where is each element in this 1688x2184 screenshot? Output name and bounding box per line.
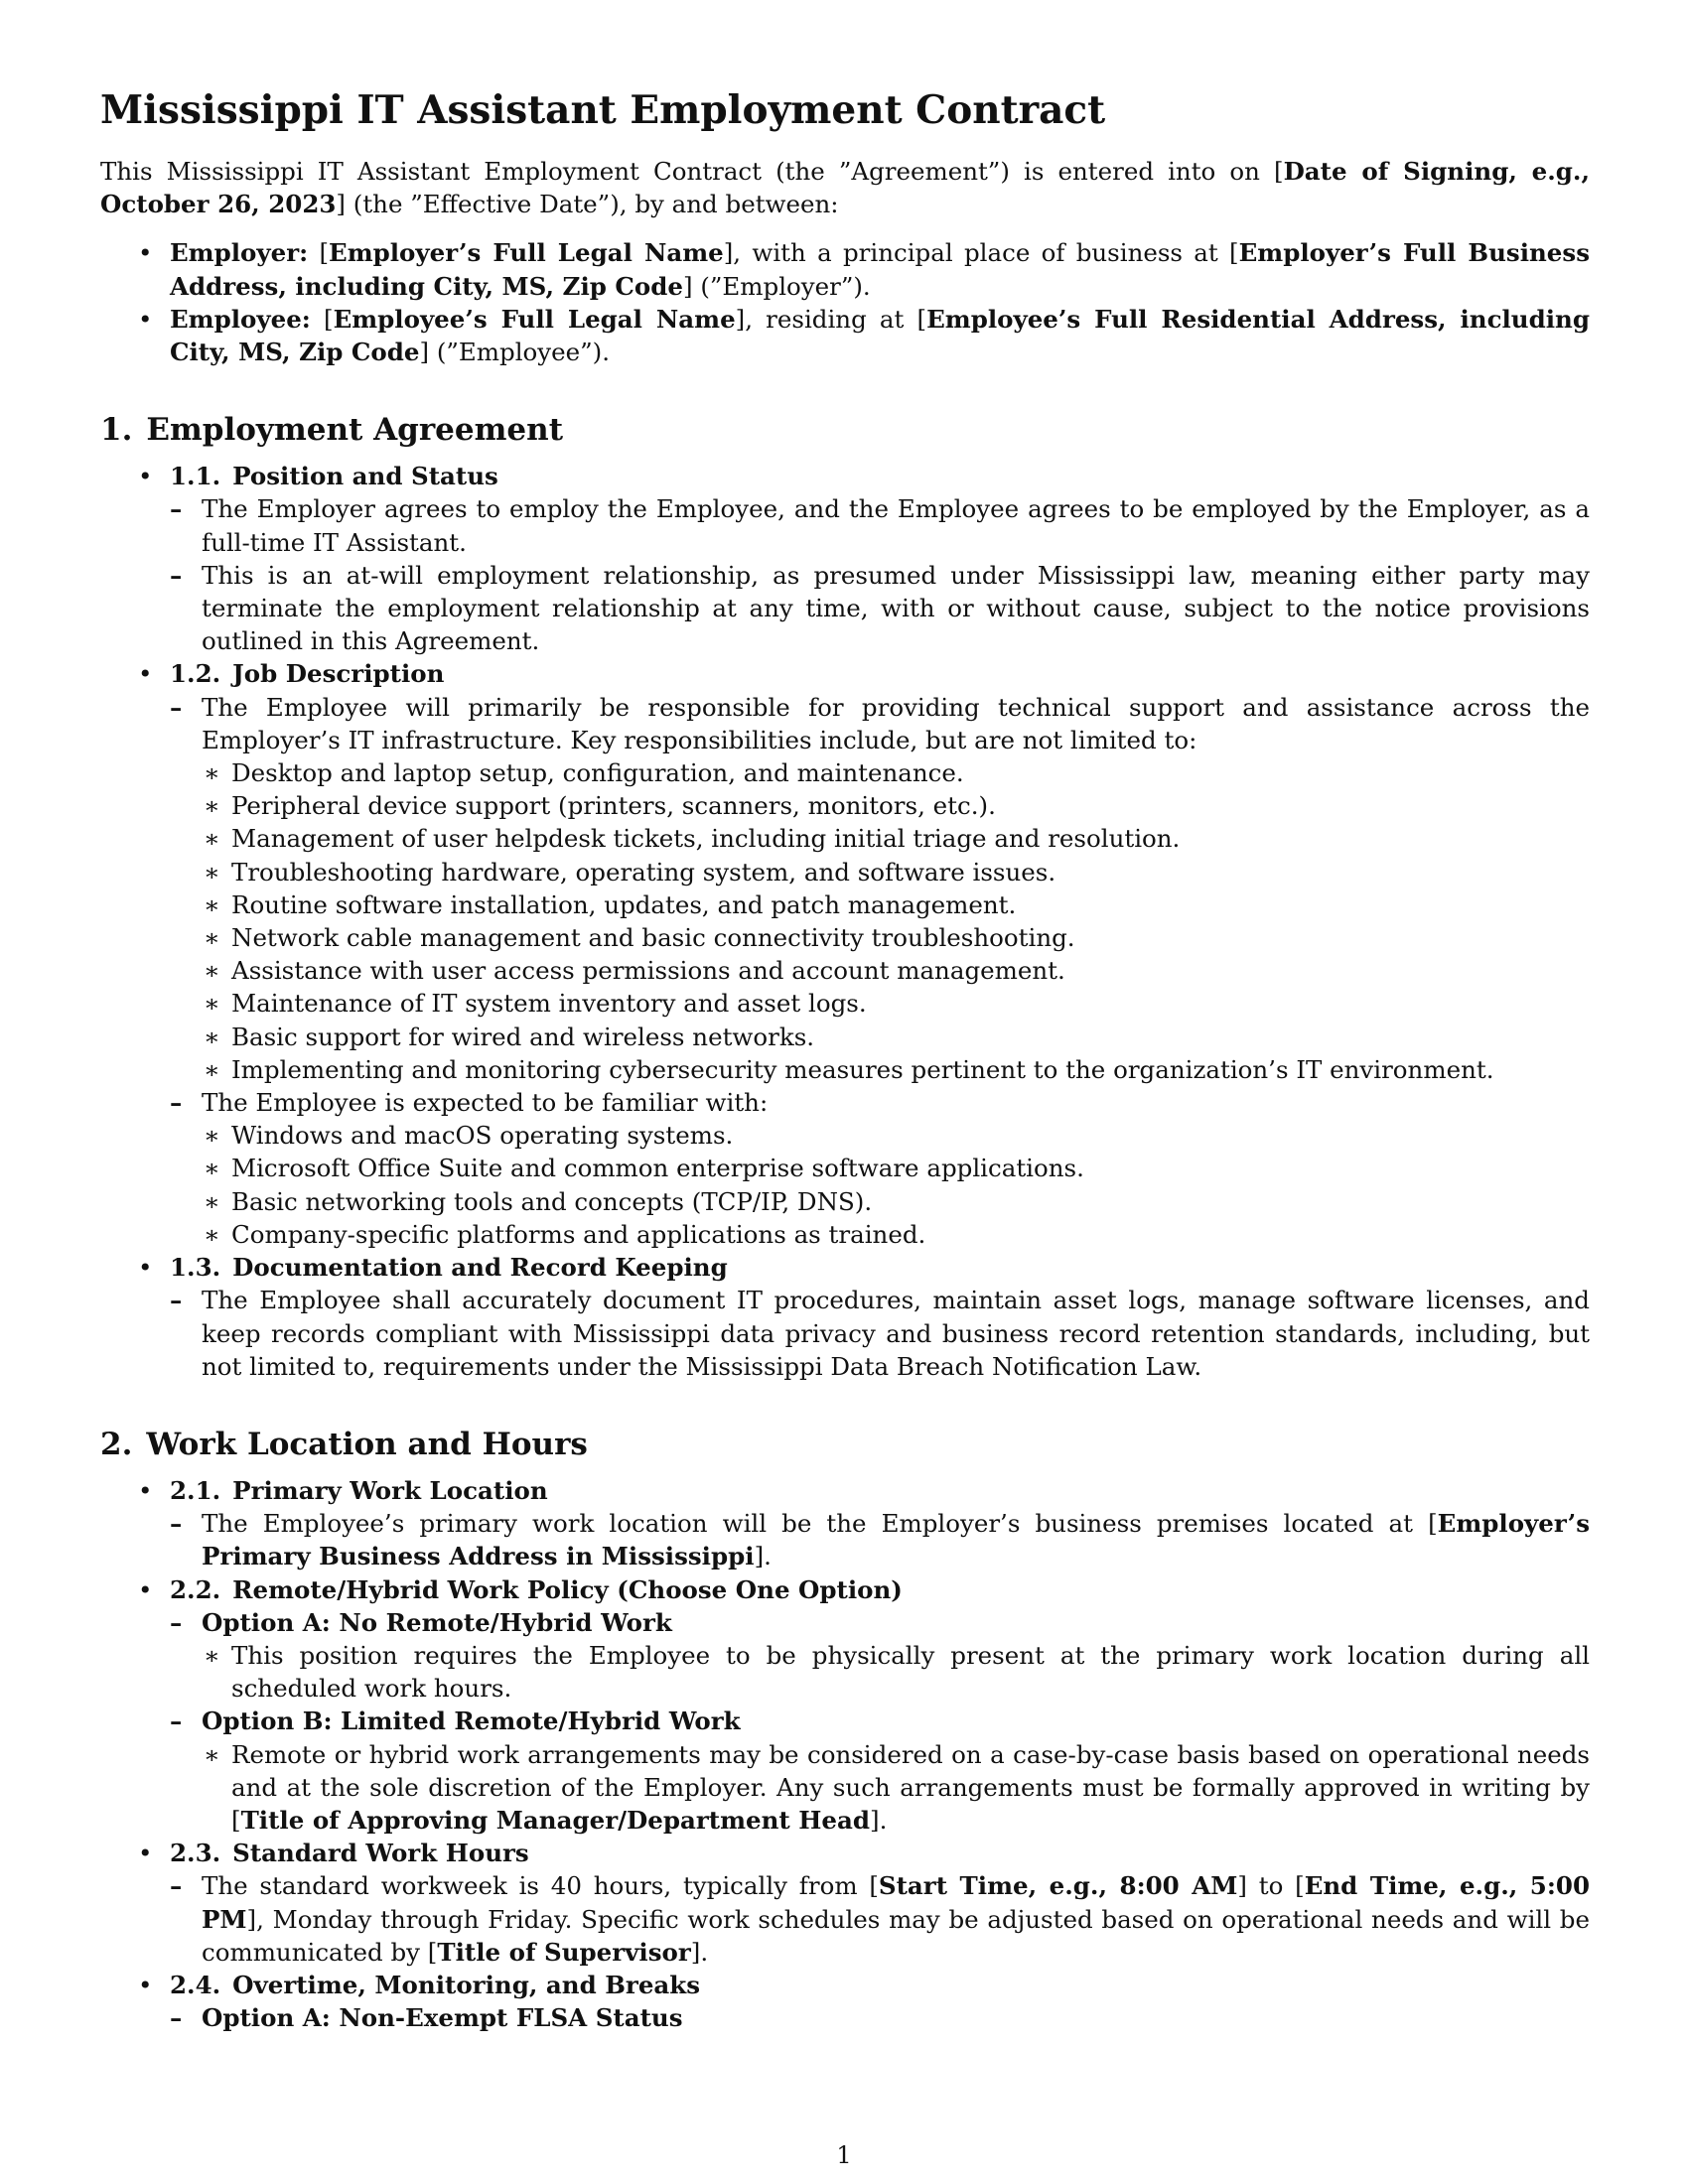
familiarity-item: ∗ Microsoft Office Suite and common enterprise software applications.	[202, 1152, 1590, 1184]
list-item: – The Employee is expected to be familiar with: ∗ Windows and macOS operating systems. ∗ Microsoft Office Suite and common enterprise software applications. ∗ Basic networking tools and concepts (TCP/IP, DNS). ∗ Company-specific platforms and applications as trained.	[170, 1086, 1590, 1251]
subsection-1-1	[100, 460, 1590, 657]
intro-paragraph: This Mississippi IT Assistant Employment Contract (the ”Agreement”) is entered into on [Date of Signing, e.g., October 26, 2023] (the ”Effective Date”), by and between:	[100, 157, 1590, 219]
employee-address-placeholder: Employee’s Full Residential Address, including City, MS, Zip Code	[170, 304, 1590, 367]
familiarity-list	[202, 1119, 1590, 1251]
duty-item: ∗ Assistance with user access permissions and account management.	[202, 954, 1590, 987]
subsection-1-2	[100, 657, 1590, 1251]
parties-list	[100, 236, 1590, 368]
subsection-1-3	[100, 1251, 1590, 1383]
section-1-list	[100, 460, 1590, 1383]
duty-item: ∗ Network cable management and basic connectivity troubleshooting.	[202, 921, 1590, 954]
subsection-heading: • 1.3. Documentation and Record Keeping	[170, 1253, 728, 1283]
end-time-placeholder: End Time, e.g., 5:00 PM	[202, 1871, 1590, 1934]
familiarity-item: ∗ Windows and macOS operating systems.	[202, 1119, 1590, 1152]
section-1-heading: 1. Employment Agreement	[100, 412, 564, 449]
section-2-heading: 2. Work Location and Hours	[100, 1426, 588, 1462]
duty-item: ∗ Desktop and laptop setup, configuration, and maintenance.	[202, 756, 1590, 789]
list-item: – This is an at-will employment relationship, as presumed under Mississippi law, meaning either party may terminate the employment relationship at any time, with or without cause, subject to the notice provisions outlined in this Agreement.	[170, 559, 1590, 658]
start-time-placeholder: Start Time, e.g., 8:00 AM	[878, 1871, 1238, 1901]
list-item: – The Employee will primarily be responsible for providing technical support and assistance across the Employer’s IT infrastructure. Key responsibilities include, but are not limited to: ∗ Desktop and laptop setup, configuration, and maintenance. ∗ Peripheral device support (printers, scanners, monitors, etc.). ∗ Management of user helpdesk tickets, including initial triage and resolution. ∗ Troubleshooting hardware, operating system, and software issues. ∗ Routine software installation, updates, and patch management. ∗ Network cable management and basic connectivity troubleshooting. ∗ Assistance with user access permissions and account management. ∗ Maintenance of IT system inventory and asset logs. ∗ Basic support for wired and wireless networks. ∗ Implementing and monitoring cybersecurity measures pertinent to the organization’s IT environment.	[170, 691, 1590, 1086]
duty-item: ∗ Routine software installation, updates, and patch management.	[202, 888, 1590, 921]
duty-item: ∗ Implementing and monitoring cybersecurity measures pertinent to the organization’s IT environment.	[202, 1053, 1590, 1086]
list-item: – The Employee’s primary work location will be the Employer’s business premises located at [Employer’s Primary Business Address in Mississippi].	[170, 1507, 1590, 1572]
subsection-heading: • 2.2. Remote/Hybrid Work Policy (Choose One Option)	[170, 1574, 903, 1604]
subsection-heading: • 1.2. Job Description	[170, 659, 445, 689]
duty-item: ∗ Management of user helpdesk tickets, including initial triage and resolution.	[202, 822, 1590, 855]
employee-name-placeholder: Employee’s Full Legal Name	[333, 304, 736, 334]
subsection-heading: • 2.4. Overtime, Monitoring, and Breaks	[170, 1970, 701, 1999]
employer-party: • Employer: [Employer’s Full Legal Name], with a principal place of business at [Employer’s Full Business Address, including City, MS, Zip Code] (”Employer”).	[100, 236, 1590, 302]
subsection-2-4	[100, 1969, 1590, 2034]
primary-address-placeholder: Employer’s Primary Business Address in Mississippi	[202, 1509, 1590, 1571]
option-a: – Option A: No Remote/Hybrid Work ∗ This position requires the Employee to be physically present at the primary work location during all scheduled work hours.	[170, 1606, 1590, 1706]
section-2-list	[100, 1474, 1590, 2034]
subsection-2-1	[100, 1474, 1590, 1573]
approving-manager-placeholder: Title of Approving Manager/Department Head	[240, 1805, 871, 1835]
employer-address-placeholder: Employer’s Full Business Address, including City, MS, Zip Code	[170, 238, 1590, 301]
duty-item: ∗ Basic support for wired and wireless networks.	[202, 1021, 1590, 1053]
document-title: Mississippi IT Assistant Employment Contract	[100, 87, 1106, 133]
option-b: – Option B: Limited Remote/Hybrid Work ∗ Remote or hybrid work arrangements may be considered on a case-by-case basis based on operational needs and at the sole discretion of the Employer. Any such arrangements must be formally approved in writing by [Title of Approving Manager/Department Head].	[170, 1705, 1590, 1837]
familiarity-item: ∗ Basic networking tools and concepts (TCP/IP, DNS).	[202, 1185, 1590, 1218]
list-item: ∗ This position requires the Employee to be physically present at the primary work location during all scheduled work hours.	[202, 1639, 1590, 1705]
page-number: 1	[836, 2141, 852, 2169]
date-of-signing-placeholder: Date of Signing, e.g., October 26, 2023	[100, 157, 1590, 219]
duty-item: ∗ Peripheral device support (printers, scanners, monitors, etc.).	[202, 789, 1590, 822]
subsection-2-2	[100, 1573, 1590, 1838]
duties-list	[202, 756, 1590, 1086]
subsection-heading: • 1.1. Position and Status	[170, 462, 498, 491]
list-item: – The Employee shall accurately document IT procedures, maintain asset logs, manage software licenses, and keep records compliant with Mississippi data privacy and business record retention standards, including, but not limited to, requirements under the Mississippi Data Breach Notification Law.	[170, 1284, 1590, 1383]
duty-item: ∗ Troubleshooting hardware, operating system, and software issues.	[202, 856, 1590, 888]
subsection-heading: • 2.3. Standard Work Hours	[170, 1839, 529, 1868]
list-item: – The Employer agrees to employ the Employee, and the Employee agrees to be employed by the Employer, as a full-time IT Assistant.	[170, 492, 1590, 558]
subsection-2-3	[100, 1837, 1590, 1969]
supervisor-placeholder: Title of Supervisor	[437, 1937, 691, 1967]
employee-party: • Employee: [Employee’s Full Legal Name], residing at [Employee’s Full Residential Address, including City, MS, Zip Code] (”Employee”).	[100, 303, 1590, 368]
document-content	[100, 85, 1590, 2034]
list-item: ∗ Remote or hybrid work arrangements may be considered on a case-by-case basis based on operational needs and at the sole discretion of the Employer. Any such arrangements must be formally approved in writing by [Title of Approving Manager/Department Head].	[202, 1738, 1590, 1838]
employer-name-placeholder: Employer’s Full Legal Name	[329, 238, 724, 268]
duty-item: ∗ Maintenance of IT system inventory and asset logs.	[202, 987, 1590, 1020]
subsection-heading: • 2.1. Primary Work Location	[170, 1475, 548, 1505]
option-a: – Option A: Non-Exempt FLSA Status	[170, 2001, 1590, 2034]
list-item: – The standard workweek is 40 hours, typically from [Start Time, e.g., 8:00 AM] to [End Time, e.g., 5:00 PM], Monday through Friday. Specific work schedules may be adjusted based on operational needs and will be communicated by [Title of Supervisor].	[170, 1869, 1590, 1969]
familiarity-item: ∗ Company-specific platforms and applications as trained.	[202, 1218, 1590, 1251]
